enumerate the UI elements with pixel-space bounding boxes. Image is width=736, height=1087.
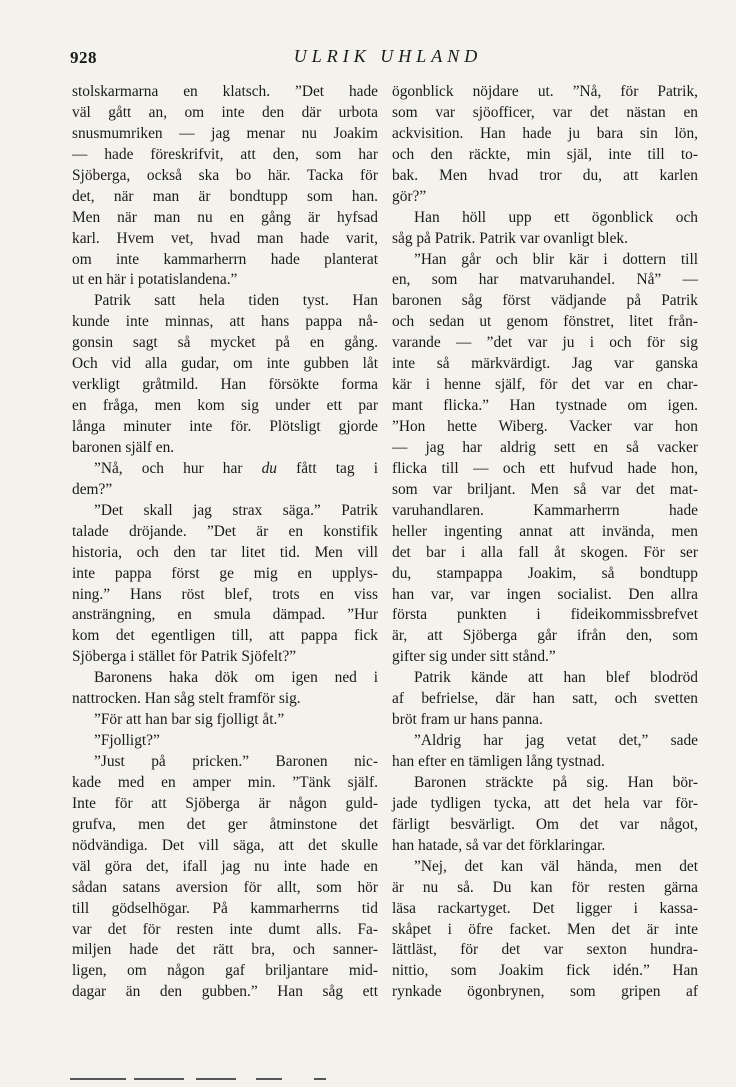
text-line: karl. Hvem vet, hvad man hade varit,: [72, 229, 378, 247]
text-line: ”För att han bar sig fjolligt åt.”: [94, 711, 285, 729]
text-line: verkligt gråtmild. Han försökte forma: [72, 376, 378, 394]
text-line: sådan satans aversion för allt, som hör: [72, 878, 378, 896]
text-line: dagar än den gubben.” Han såg ett: [72, 983, 378, 1001]
text-line: talade dröjande. ”Det är en konstifik: [72, 522, 378, 540]
text-line: varuhandlaren. Kammarherrn hade: [392, 501, 698, 519]
text-line: Baronens haka dök om igen ned i: [94, 669, 378, 687]
text-line: väl göra det, ifall jag nu inte hade en: [72, 857, 378, 875]
text-line: du, stampappa Joakim, så bondtupp: [392, 564, 698, 582]
text-line: mant flicka.” Han tystnade om igen.: [392, 397, 698, 415]
running-title: ULRIK UHLAND: [293, 46, 483, 66]
footer-rule-segment: [256, 1078, 282, 1080]
footer-rule-segment: [134, 1078, 184, 1080]
text-line: ”Hon hette Wiberg. Vacker var hon: [392, 418, 698, 435]
text-line: en fråga, men kom sig under ett par: [72, 397, 378, 415]
text-line: heller ingenting annat att invända, men: [392, 522, 698, 540]
text-line: läsa rackartyget. Det ligger i kassa-: [392, 899, 698, 917]
text-line: nattrocken. Han såg stelt framför sig.: [72, 690, 301, 708]
text-line: ansträngning, en smula dämpad. ”Hur: [72, 606, 378, 624]
text-line: första punkten i fideikommissbrefvet: [392, 606, 698, 624]
text-line: en, som har matvaruhandel. Nå” —: [392, 271, 698, 289]
text-line: ”Han går och blir kär i dottern till: [414, 250, 698, 268]
page-number: 928: [70, 48, 97, 67]
text-line: ”Just på pricken.” Baronen nic-: [94, 753, 378, 770]
text-line: han var, var ingen socialist. Den allra: [392, 585, 698, 603]
text-line: ackvisition. Han hade ju bara sin lön,: [392, 124, 698, 142]
text-line: flicka till — och ett hufvud hade hon,: [392, 459, 698, 477]
text-line: varande — ”det var ju i och för sig: [392, 334, 698, 352]
text-line: som var briljant. Men så var det mat-: [392, 480, 698, 498]
text-line: Och vid alla gudar, om inte gubben låt: [72, 355, 378, 373]
text-line: ut en här i potatislandena.”: [72, 271, 238, 289]
text-line: är, att Sjöberga går ifrån den, som: [392, 627, 698, 645]
emphasis: du: [261, 459, 277, 477]
text-line: han hatade, så var det förklaringar.: [392, 836, 606, 854]
text-line: lättläst, för det var sexton hundra-: [392, 941, 698, 959]
text-line: Han höll upp ett ögonblick och: [414, 208, 698, 226]
text-line: kade med en amper min. ”Tänk själf.: [72, 773, 378, 791]
text-line: ning.” Hans röst blef, trots en viss: [72, 585, 378, 603]
text-line: om inte kammarherrn hade planterat: [72, 250, 378, 268]
text-line: det, när man är bondtupp som han.: [72, 187, 378, 205]
text-line: är nu så. Du kan för resten gärna: [392, 878, 698, 896]
text-line: och den räckte, min själ, inte till to-: [392, 145, 698, 163]
text-line: till gödselhögar. På kammarherrns tid: [72, 899, 378, 917]
text-line: miljen hade det rätt bra, och sanner-: [72, 941, 378, 959]
text-line: stolskarmarna en klatsch. ”Det hade: [72, 83, 378, 100]
text-line: Men när man nu en gång är hyfsad: [72, 208, 378, 226]
text-line: Inte för att Sjöberga är någon guld-: [72, 794, 378, 812]
text-line: — hade föreskrifvit, att den, som har: [72, 145, 378, 163]
text-line: kunde inte minnas, att hans pappa nå-: [72, 313, 378, 331]
text-line: han efter en tämligen lång tystnad.: [392, 753, 605, 770]
text-line: rynkade ögonbrynen, som gripen af: [392, 983, 698, 1001]
text-line: grufva, men det ger åtminstone det: [72, 815, 378, 833]
text-line: Sjöberga, också ska bo här. Tacka för: [72, 166, 378, 184]
text-line: baronen såg först vädjande på Patrik: [392, 292, 698, 310]
text-line: ligen, om någon gaf briljantare mid-: [72, 962, 378, 980]
text-line: kom det egentligen till, att pappa fick: [72, 627, 378, 645]
footer-rule-segment: [70, 1078, 126, 1080]
text-line: ”Det skall jag strax säga.” Patrik: [94, 501, 378, 519]
text-line: bak. Men hvad tror du, att karlen: [392, 166, 698, 184]
text-line: skåpet i öfre facket. Men det är inte: [392, 920, 698, 938]
text-line: bröt fram ur hans panna.: [392, 711, 543, 729]
text-line: gonsin sagt så mycket på en gång.: [72, 334, 378, 352]
text-line: dem?”: [72, 480, 113, 498]
text-line: — jag har aldrig sett en så vacker: [392, 438, 698, 456]
text-line: ögonblick nöjdare ut. ”Nå, för Patrik,: [392, 83, 698, 100]
text-line: det bar i alla fall åt skogen. För ser: [392, 543, 698, 561]
left-text-column: [72, 82, 378, 1003]
text-line: jade tydligen tycka, att det hela var för-: [392, 794, 698, 812]
text-line: ”Aldrig har jag vetat det,” sade: [414, 732, 698, 750]
text-line: såg på Patrik. Patrik var ovanligt blek.: [392, 229, 628, 247]
right-text-column: [392, 82, 698, 1003]
text-line: var det för resten inte dumt alls. Fa-: [72, 920, 378, 938]
text-line: inte pappa först ge mig en upplys-: [72, 564, 378, 582]
text-line: af befrielse, där han satt, och svetten: [392, 690, 698, 708]
text-line: baronen själf en.: [72, 438, 175, 456]
footer-rule-segment: [196, 1078, 236, 1080]
text-line: gör?”: [392, 187, 427, 205]
text-line: inte så märkvärdigt. Jag var ganska: [392, 355, 698, 373]
footer-rule-segment: [314, 1078, 326, 1080]
text-line: Baronen sträckte på sig. Han bör-: [414, 773, 698, 791]
text-line: ”Fjolligt?”: [94, 732, 160, 750]
text-line: Patrik kände att han blef blodröd: [414, 669, 698, 687]
text-line: nödvändiga. Det vill säga, att det skulle: [72, 836, 378, 854]
text-line: som var sjöofficer, var det nästan en: [392, 103, 698, 121]
text-line: kär i henne själf, för det var en char-: [392, 376, 698, 394]
text-line: långa minuter inte för. Plötsligt gjorde: [72, 418, 378, 435]
text-line: väl gått an, om inte den där urbota: [72, 103, 378, 121]
text-line: och sedan ut genom fönstret, litet från-: [392, 313, 698, 331]
text-line: färligt besvärligt. Om det var något,: [392, 815, 698, 833]
text-line: ”Nej, det kan väl hända, men det: [414, 857, 698, 875]
text-line: gifter sig under sitt stånd.”: [392, 648, 556, 666]
text-line: historia, och den tar litet tid. Men vill: [72, 543, 378, 561]
text-line: Patrik satt hela tiden tyst. Han: [94, 292, 378, 310]
text-line: ”Nå, och hur har du fått tag i: [94, 459, 378, 477]
text-line: snusmumriken — jag menar nu Joakim: [72, 124, 378, 142]
text-line: nittio, som Joakim fick idén.” Han: [392, 962, 698, 980]
text-line: Sjöberga i stället för Patrik Sjöfelt?”: [72, 648, 297, 666]
